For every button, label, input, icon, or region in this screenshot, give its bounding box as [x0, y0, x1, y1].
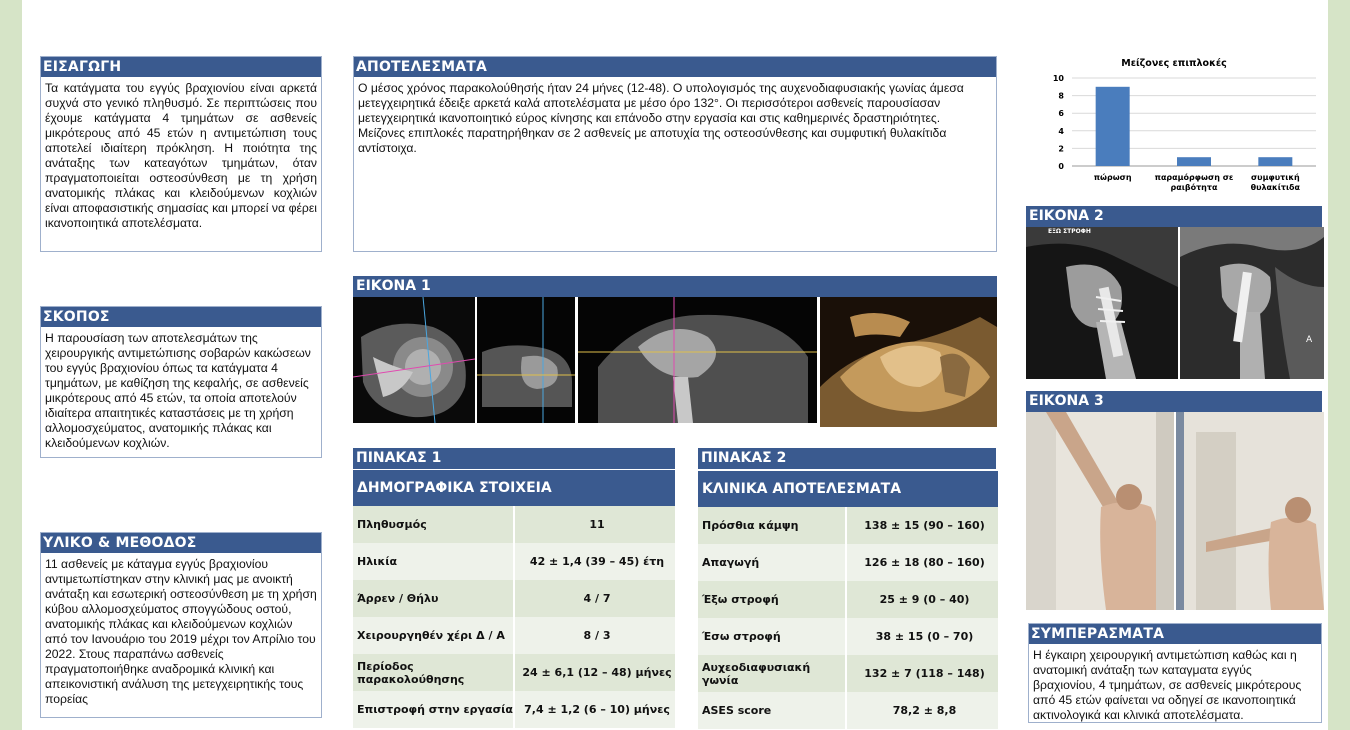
- row-value: 78,2 ± 8,8: [846, 692, 998, 729]
- conclusions-section: [1028, 623, 1322, 723]
- table-row: [353, 543, 675, 580]
- intro-title: ΕΙΣΑΓΩΓΗ: [41, 57, 321, 77]
- y-tick-label: 10: [1052, 74, 1064, 83]
- ct-3d-reconstruction-image: [820, 297, 997, 427]
- row-value: 126 ± 18 (80 – 160): [846, 544, 998, 581]
- row-value: 42 ± 1,4 (39 – 45) έτη: [514, 543, 675, 580]
- figure3-photo-left: [1026, 412, 1174, 610]
- figure2-title: ΕΙΚΟΝΑ 2: [1026, 206, 1322, 227]
- table-row: [353, 506, 675, 543]
- x-category-label: ραιβότητα: [1170, 183, 1218, 192]
- bar: [1258, 157, 1292, 166]
- table-row: [353, 580, 675, 617]
- intro-text: Τα κατάγματα του εγγύς βραχιονίου είναι αρκετά συχνά στο γενικό πληθυσμό. Σε περιπτώσεις που έχουμε κατάγματα 4 τμημάτων σε ασθενείς μικρότερους από 45 ετών η αντιμετώπιση τους αποτελεί ιδιαίτερη πρόκληση. Η ποιότητα της ανάταξης των κατεαγότων τμημάτων, όταν πραγματοποιείται οστεοσύνθεση με τη χρήση ανατομικής πλάκας και κλειδούμενων κοχλιών είναι αποφασιστικής σημασίας και μπορεί να φέρει ικανοποιητικά αποτελέσματα.: [45, 81, 317, 230]
- results-title: ΑΠΟΤΕΛΕΣΜΑΤΑ: [354, 57, 996, 77]
- methods-section: [40, 532, 322, 718]
- table2: [698, 507, 998, 729]
- row-value: 38 ± 15 (0 – 70): [846, 618, 998, 655]
- bar: [1096, 87, 1130, 166]
- row-value: 4 / 7: [514, 580, 675, 617]
- row-value: 132 ± 7 (118 – 148): [846, 655, 998, 692]
- chart-title: Μείζονες επιπλοκές: [1121, 58, 1227, 69]
- row-value: 24 ± 6,1 (12 – 48) μήνες: [514, 654, 675, 691]
- x-category-label: θυλακίτιδα: [1250, 183, 1301, 192]
- y-tick-label: 8: [1058, 91, 1064, 101]
- ct-coronal-large-image: [578, 297, 817, 423]
- methods-text: 11 ασθενείς με κάταγμα εγγύς βραχιονίου αντιμετωπίστηκαν στην κλινική μας με ανοικτή ανάταξη και εσωτερική οστεοσύνθεση με τη χρήση κύβου αλλομοσχεύματος σπογγώδους οστού, ανατομικής πλάκας και κλειδούμενων κοχλιών από τον Ιανουάριο του 2019 μέχρι τον Απρίλιο του 2022. Στους παραπάνω ασθενείς πραγματοποιήθηκε αναδρομικά κλινική και απεικονιστική ανάλυση της μετεγχειρητικής τους πορείας: [45, 557, 317, 706]
- row-label: Απαγωγή: [698, 544, 846, 581]
- y-tick-label: 4: [1058, 126, 1064, 136]
- x-category-label: παραμόρφωση σε: [1154, 173, 1234, 182]
- poster: [22, 0, 1328, 730]
- row-label: Έξω στροφή: [698, 581, 846, 618]
- ct-axial-image: [353, 297, 475, 423]
- methods-title: ΥΛΙΚΟ & ΜΕΘΟΔΟΣ: [41, 533, 321, 553]
- row-value: 138 ± 15 (90 – 160): [846, 507, 998, 544]
- y-tick-label: 6: [1058, 109, 1064, 119]
- aim-section: [40, 306, 322, 458]
- row-label: Άρρεν / Θήλυ: [353, 580, 514, 617]
- chart-svg: [1026, 54, 1322, 204]
- row-label: Ηλικία: [353, 543, 514, 580]
- ct-coronal-small-image: [477, 297, 575, 423]
- row-value: 8 / 3: [514, 617, 675, 654]
- results-text: Ο μέσος χρόνος παρακολούθησής ήταν 24 μήνες (12-48). Ο υπολογισμός της αυχενοδιαφυσιακής γωνίας άμεσα μετεγχειρητικά έδειξε αρκετά καλά αποτελέσματα με μέσο όρο 132°. Οι περισσότεροι ασθενείς παρουσίασαν μετεγχειρητικά ικανοποιητικό εύρος κίνησης και επάνοδο στην εργασία και στις καθημερινές δραστηριότητες. Μείζονες επιπλοκές παρατηρήθηκαν σε 2 ασθενείς με αποτυχία της οστεοσύνθεσης και συμφυτική θυλακίτιδα αντίστοιχα.: [358, 81, 964, 155]
- complications-chart: [1026, 54, 1322, 204]
- figure3-title: ΕΙΚΟΝΑ 3: [1026, 391, 1322, 412]
- row-label: Περίοδος παρακολούθησης: [353, 654, 514, 691]
- table-row: [698, 507, 998, 544]
- intro-section: [40, 56, 322, 252]
- bar: [1177, 157, 1211, 166]
- row-label: Επιστροφή στην εργασία: [353, 691, 514, 728]
- y-tick-label: 0: [1058, 162, 1064, 171]
- table-row: [698, 692, 998, 729]
- results-section: [353, 56, 997, 252]
- figure2-xray-right: [1180, 227, 1324, 379]
- aim-text: Η παρουσίαση των αποτελεσμάτων της χειρουργικής αντιμετώπισης σοβαρών κακώσεων του εγγύς βραχιονίου όπως τα κατάγματα 4 τμημάτων, με καθίζηση της κεφαλής, σε ασθενείς μικρότερους από 45 ετών, τα οποία αποτελούν ιδιαίτερα απαιτητικές καταστάσεις με τη χρήση αλλομοσχεύματος, ανατομικής πλάκας και κλειδούμενων κοχλιών.: [45, 331, 311, 450]
- figure3-photo-right: [1176, 412, 1324, 610]
- conclusions-title: ΣΥΜΠΕΡΑΣΜΑΤΑ: [1029, 624, 1321, 644]
- row-label: Πρόσθια κάμψη: [698, 507, 846, 544]
- row-label: Πληθυσμός: [353, 506, 514, 543]
- xray-label-external-rotation: ΕΞΩ ΣΤΡΟΦΗ: [1048, 228, 1091, 235]
- x-category-label: πώρωση: [1093, 173, 1132, 182]
- table-row: [698, 618, 998, 655]
- row-label: Χειρουργηθέν χέρι Δ / Α: [353, 617, 514, 654]
- row-label: ASES score: [698, 692, 846, 729]
- figure1-ct-images: [353, 297, 997, 427]
- row-value: 25 ± 9 (0 – 40): [846, 581, 998, 618]
- row-label: Αυχεοδιαφυσιακή γωνία: [698, 655, 846, 692]
- figure1-title: ΕΙΚΟΝΑ 1: [353, 276, 997, 297]
- table1: [353, 506, 675, 728]
- table2-subtitle: ΚΛΙΝΙΚΑ ΑΠΟΤΕΛΕΣΜΑΤΑ: [698, 471, 998, 507]
- row-label: Έσω στροφή: [698, 618, 846, 655]
- table-row: [353, 691, 675, 728]
- conclusions-text: Η έγκαιρη χειρουργική αντιμετώπιση καθώς και η ανατομική ανάταξη των καταγματα εγγύς βραχιονίου, 4 τμημάτων, σε ασθενείς μικρότερους από 45 ετών φαίνεται να οδηγεί σε ικανοποιητικά ακτινολογικά και κλινικά αποτελέσματα.: [1033, 648, 1302, 722]
- table1-subtitle: ΔΗΜΟΓΡΑΦΙΚΑ ΣΤΟΙΧΕΙΑ: [353, 470, 675, 506]
- row-value: 11: [514, 506, 675, 543]
- aim-title: ΣΚΟΠΟΣ: [41, 307, 321, 327]
- table1-title: ΠΙΝΑΚΑΣ 1: [353, 448, 675, 469]
- y-tick-label: 2: [1058, 144, 1064, 154]
- row-value: 7,4 ± 1,2 (6 – 10) μήνες: [514, 691, 675, 728]
- table-row: [353, 654, 675, 691]
- table-row: [353, 617, 675, 654]
- table-row: [698, 544, 998, 581]
- table-row: [698, 581, 998, 618]
- figure2-xray-left: [1026, 227, 1178, 379]
- xray-label-a: A: [1306, 335, 1313, 345]
- table2-title: ΠΙΝΑΚΑΣ 2: [698, 448, 996, 469]
- table-row: [698, 655, 998, 692]
- x-category-label: συμφυτική: [1250, 173, 1300, 182]
